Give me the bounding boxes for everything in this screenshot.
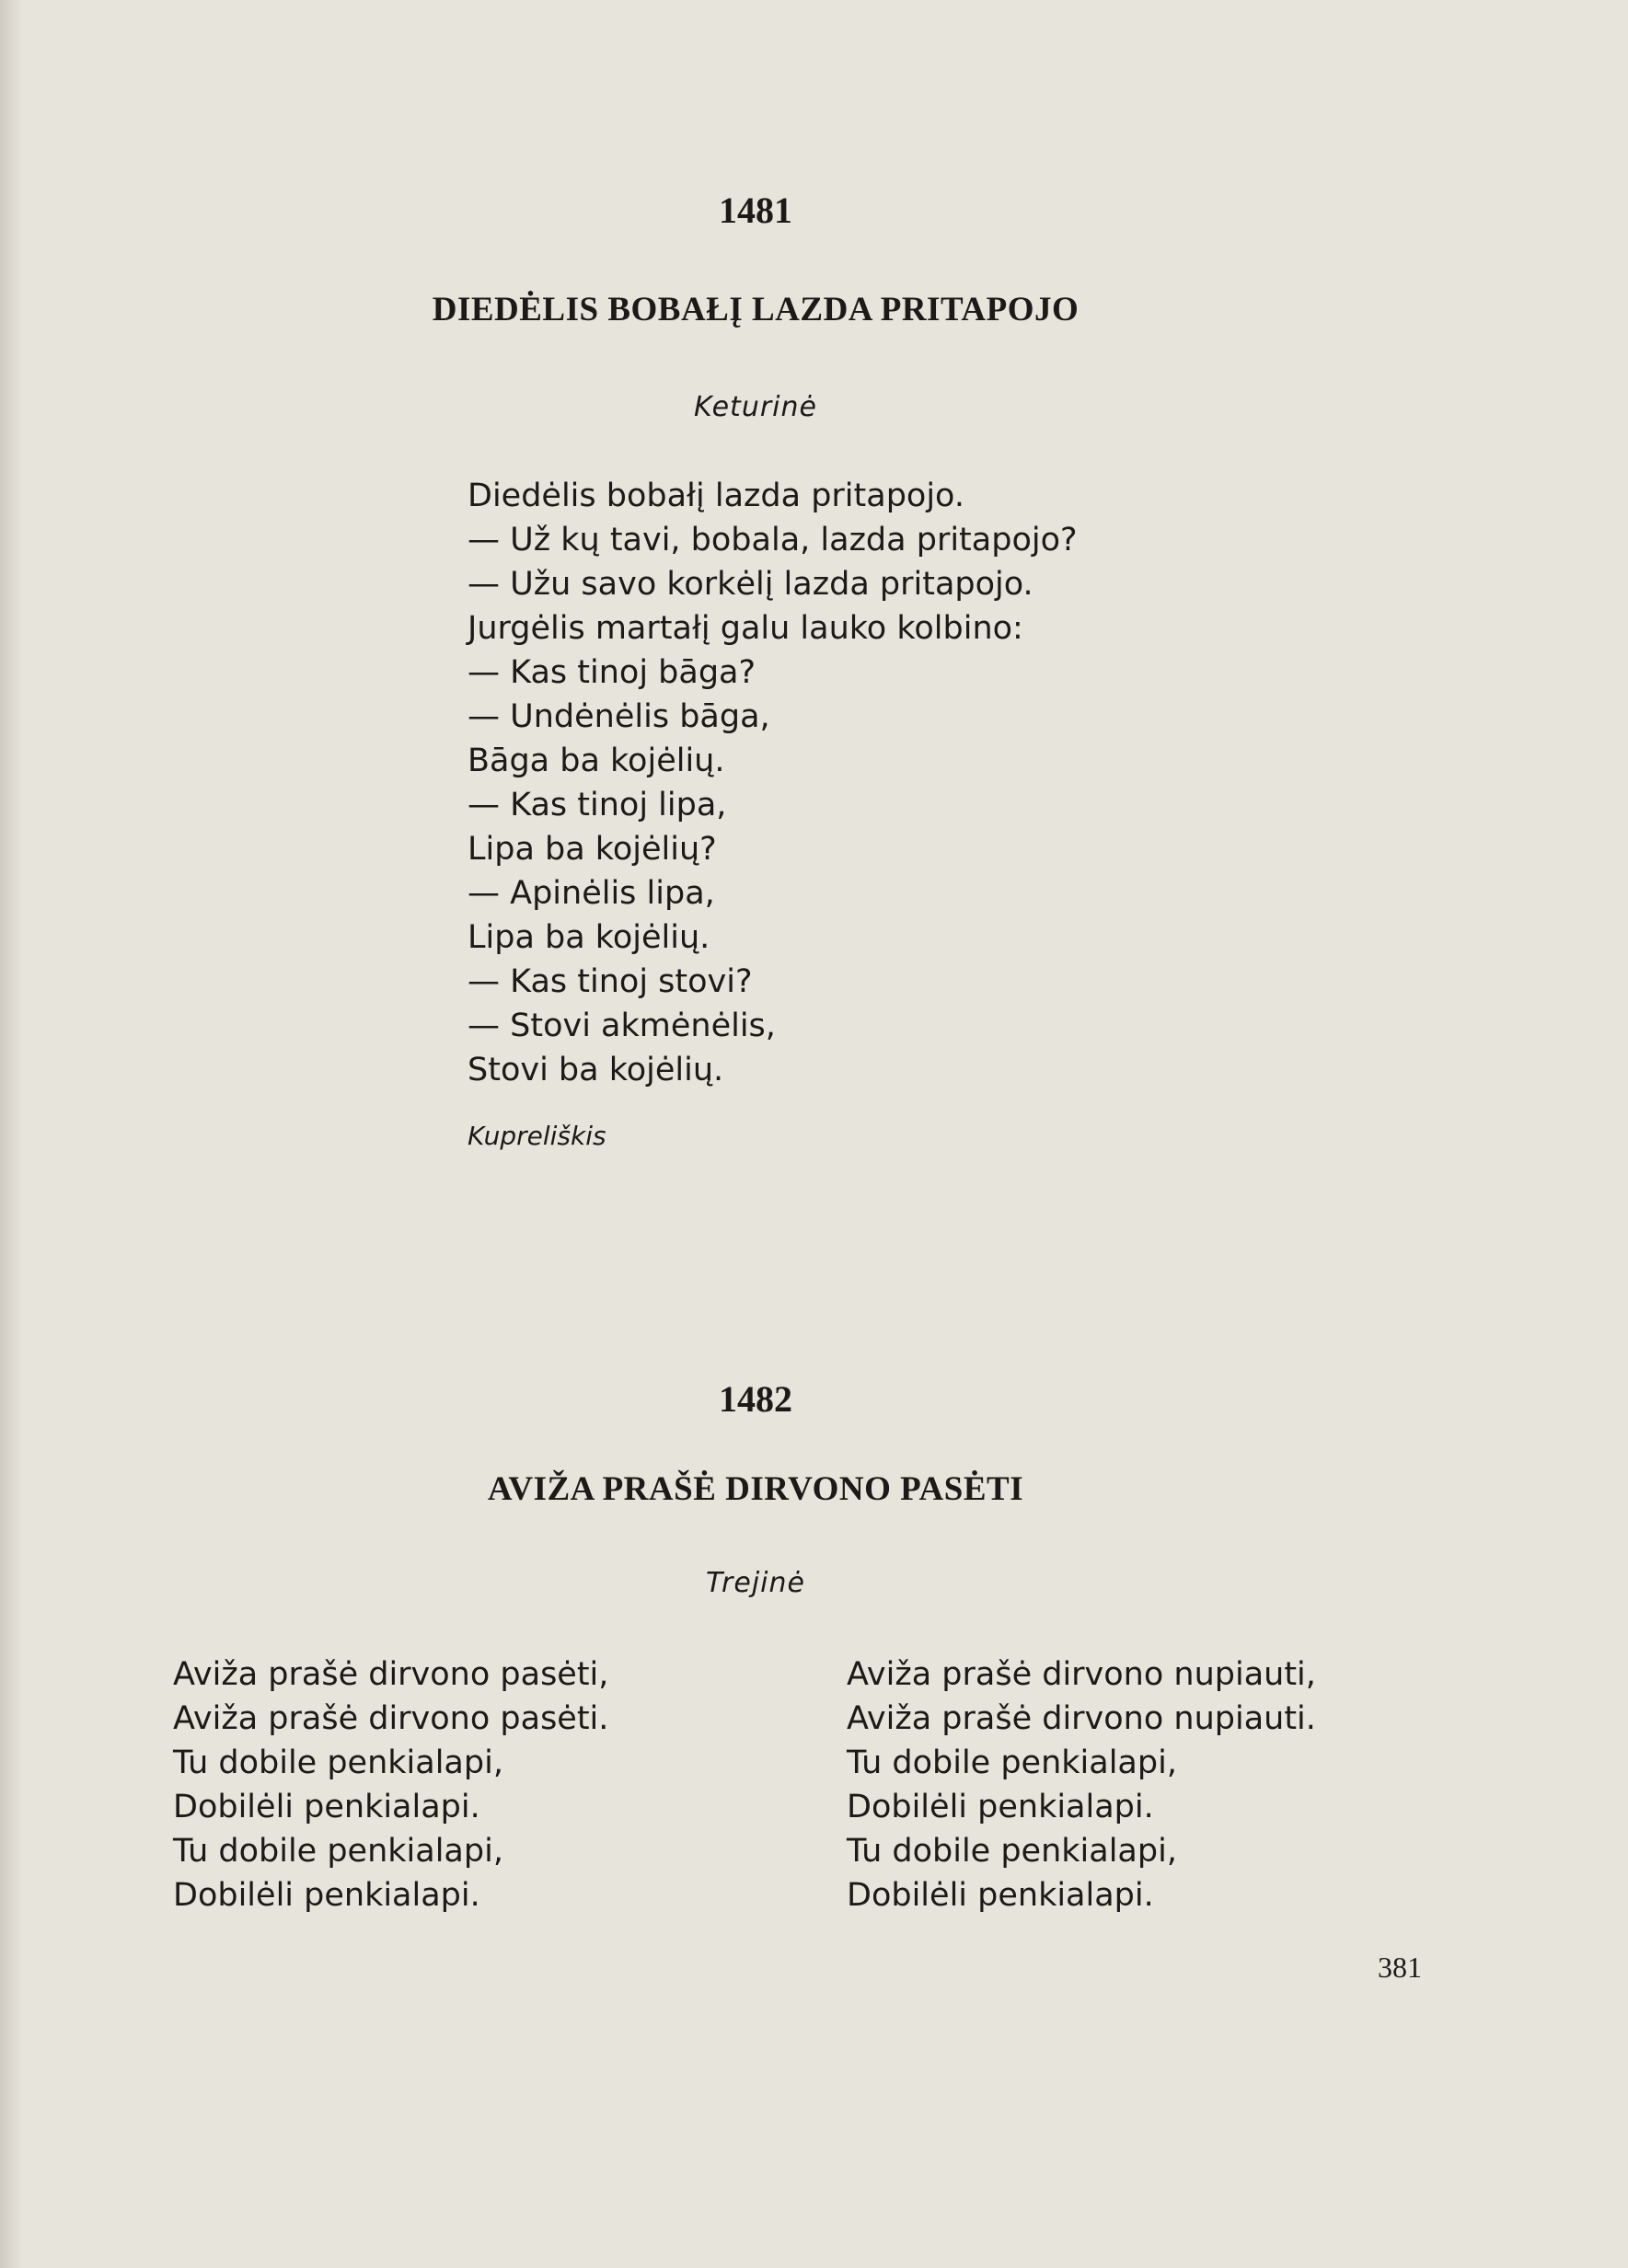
poem-line: — Apinėlis lipa, (468, 875, 715, 912)
poem-line: Aviža prašė dirvono pasėti. (173, 1700, 609, 1737)
poem-line: Aviža prašė dirvono nupiauti, (847, 1656, 1316, 1693)
poem-line: Stovi ba kojėlių. (468, 1052, 724, 1088)
poem-line: — Už kų tavi, bobala, lazda pritapojo? (468, 522, 1078, 558)
poem-line: — Kas tinoj lipa, (468, 787, 727, 823)
poem-line: Dobilėli penkialapi. (173, 1789, 480, 1825)
poem-line: Tu dobile penkialapi, (847, 1833, 1177, 1870)
poem-number-1482: 1482 (719, 1378, 792, 1420)
poem-subtitle-1481: Keturinė (694, 391, 817, 423)
poem-line: Diedėlis bobałį lazda pritapojo. (468, 478, 964, 514)
poem-line: Lipa ba kojėlių. (468, 919, 710, 956)
poem-number-1481: 1481 (719, 190, 792, 231)
poem-place-1481: Kupreliškis (468, 1121, 606, 1151)
poem-line: Tu dobile penkialapi, (173, 1833, 503, 1870)
poem-title-1481: DIEDĖLIS BOBAŁĮ LAZDA PRITAPOJO (432, 291, 1080, 328)
poem-title-1482: AVIŽA PRAŠĖ DIRVONO PASĖTI (487, 1470, 1024, 1508)
poem-line: Jurgėlis martałį galu lauko kolbino: (468, 610, 1023, 647)
page-edge-shadow (0, 0, 22, 2268)
poem-body-1482-left (173, 1652, 608, 1917)
poem-line: Dobilėli penkialapi. (847, 1877, 1154, 1914)
poem-line: Tu dobile penkialapi, (173, 1744, 503, 1781)
poem-line: Bāga ba kojėlių. (468, 743, 725, 779)
poem-line: Dobilėli penkialapi. (173, 1877, 480, 1914)
poem-body-1482-right (847, 1652, 1316, 1917)
poem-line: Aviža prašė dirvono nupiauti. (847, 1700, 1316, 1737)
poem-line: — Užu savo korkėlį lazda pritapojo. (468, 566, 1033, 603)
page-number: 381 (1378, 1951, 1422, 1984)
poem-body-1481 (468, 474, 1078, 1092)
poem-line: Lipa ba kojėlių? (468, 831, 717, 868)
poem-line: — Undėnėlis bāga, (468, 698, 770, 735)
poem-line: Aviža prašė dirvono pasėti, (173, 1656, 609, 1693)
poem-line: Tu dobile penkialapi, (847, 1744, 1177, 1781)
poem-line: — Kas tinoj bāga? (468, 654, 756, 691)
poem-line: Dobilėli penkialapi. (847, 1789, 1154, 1825)
poem-line: — Stovi akmėnėlis, (468, 1007, 776, 1044)
poem-subtitle-1482: Trejinė (706, 1567, 805, 1599)
poem-line: — Kas tinoj stovi? (468, 963, 753, 1000)
